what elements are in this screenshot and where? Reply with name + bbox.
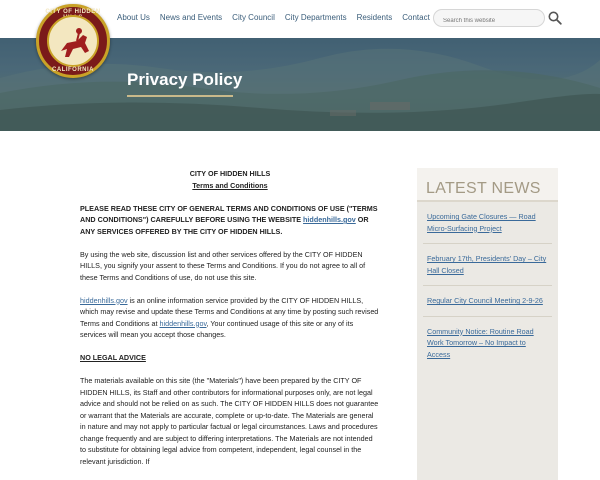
nav-about-us[interactable]: About Us: [117, 13, 150, 22]
horse-rider-icon: [49, 17, 101, 69]
news-item[interactable]: February 17th, Presidents' Day – City Hall Closed: [427, 254, 547, 275]
news-item[interactable]: Community Notice: Routine Road Work Tomorrow – No Impact to Access: [427, 326, 534, 359]
hiddenhills-link[interactable]: hiddenhills.gov: [303, 215, 356, 224]
city-seal-logo[interactable]: [36, 4, 110, 78]
main-nav: [117, 13, 430, 22]
search-icon[interactable]: [548, 11, 562, 25]
news-item[interactable]: Regular City Council Meeting 2-9-26: [427, 296, 543, 305]
search-input[interactable]: [433, 9, 545, 27]
document-subheading: Terms and Conditions: [192, 180, 268, 190]
news-item[interactable]: Upcoming Gate Closures — Road Micro-Surfacing Project: [427, 212, 536, 233]
divider: [423, 285, 552, 286]
divider: [423, 243, 552, 244]
terms-paragraph-1: By using the web site, discussion list and other services offered by the CITY OF HIDDEN HILLS, you signify your assent to these Terms and Conditions. If you do not agree to all of these Terms and Conditions of use, do not use this site.: [80, 249, 366, 282]
hiddenhills-link[interactable]: hiddenhills.gov: [80, 295, 128, 305]
title-underline: [127, 95, 233, 97]
nav-city-council[interactable]: City Council: [232, 13, 275, 22]
page-title: Privacy Policy: [127, 70, 243, 89]
nav-news-and-events[interactable]: News and Events: [159, 13, 223, 22]
terms-paragraph-2: hiddenhills.gov is an online information service provided by the CITY OF HIDDEN HILLS, which may revise and update these Terms and Conditions at any time by posting such revised Terms and Conditions at hiddenhills.gov, Your continued usage of this site or any of its services will mean you accept those changes.: [80, 295, 379, 339]
terms-paragraph-3: The materials available on this site (the "Materials") have been prepared by the CITY OF HIDDEN HILLS, its Staff and other contributors for informational purposes only, are not legal advice and should not be relied on as such. The CITY OF HIDDEN HILLS does not guarantee or warrant that the Materials are accurate, complete or up-to-date. The Materials are general in nature and may not apply to particular factual or legal circumstances. Laws and procedures change frequently and are subject to differing interpretations. The Materials are not intended to substitute for obtaining legal advice from competent, independent, legal counsel in the relevant jurisdiction. If: [80, 376, 379, 466]
logo-bottom-text: CALIFORNIA: [52, 67, 94, 73]
document-heading: CITY OF HIDDEN HILLS: [189, 169, 271, 178]
divider: [423, 316, 552, 317]
latest-news-heading: LATEST NEWS: [417, 168, 558, 202]
hiddenhills-link[interactable]: hiddenhills.gov: [159, 318, 207, 328]
section-title-no-legal-advice: NO LEGAL ADVICE: [80, 353, 146, 362]
warning-paragraph: PLEASE READ THESE CITY OF GENERAL TERMS AND CONDITIONS OF USE ("TERMS AND CONDITIONS") CAREFULLY BEFORE USING THE WEBSITE hiddenhills.gov OR ANY SERVICES OFFERED BY THE CITY OF HIDDEN HILLS.: [80, 203, 378, 236]
nav-residents[interactable]: Residents: [356, 13, 393, 22]
nav-contact[interactable]: Contact: [402, 13, 430, 22]
nav-city-departments[interactable]: City Departments: [284, 13, 347, 22]
terms-document: [80, 168, 380, 479]
logo-top-text: CITY OF HIDDEN: [45, 9, 101, 15]
latest-news-sidebar: [417, 168, 558, 480]
